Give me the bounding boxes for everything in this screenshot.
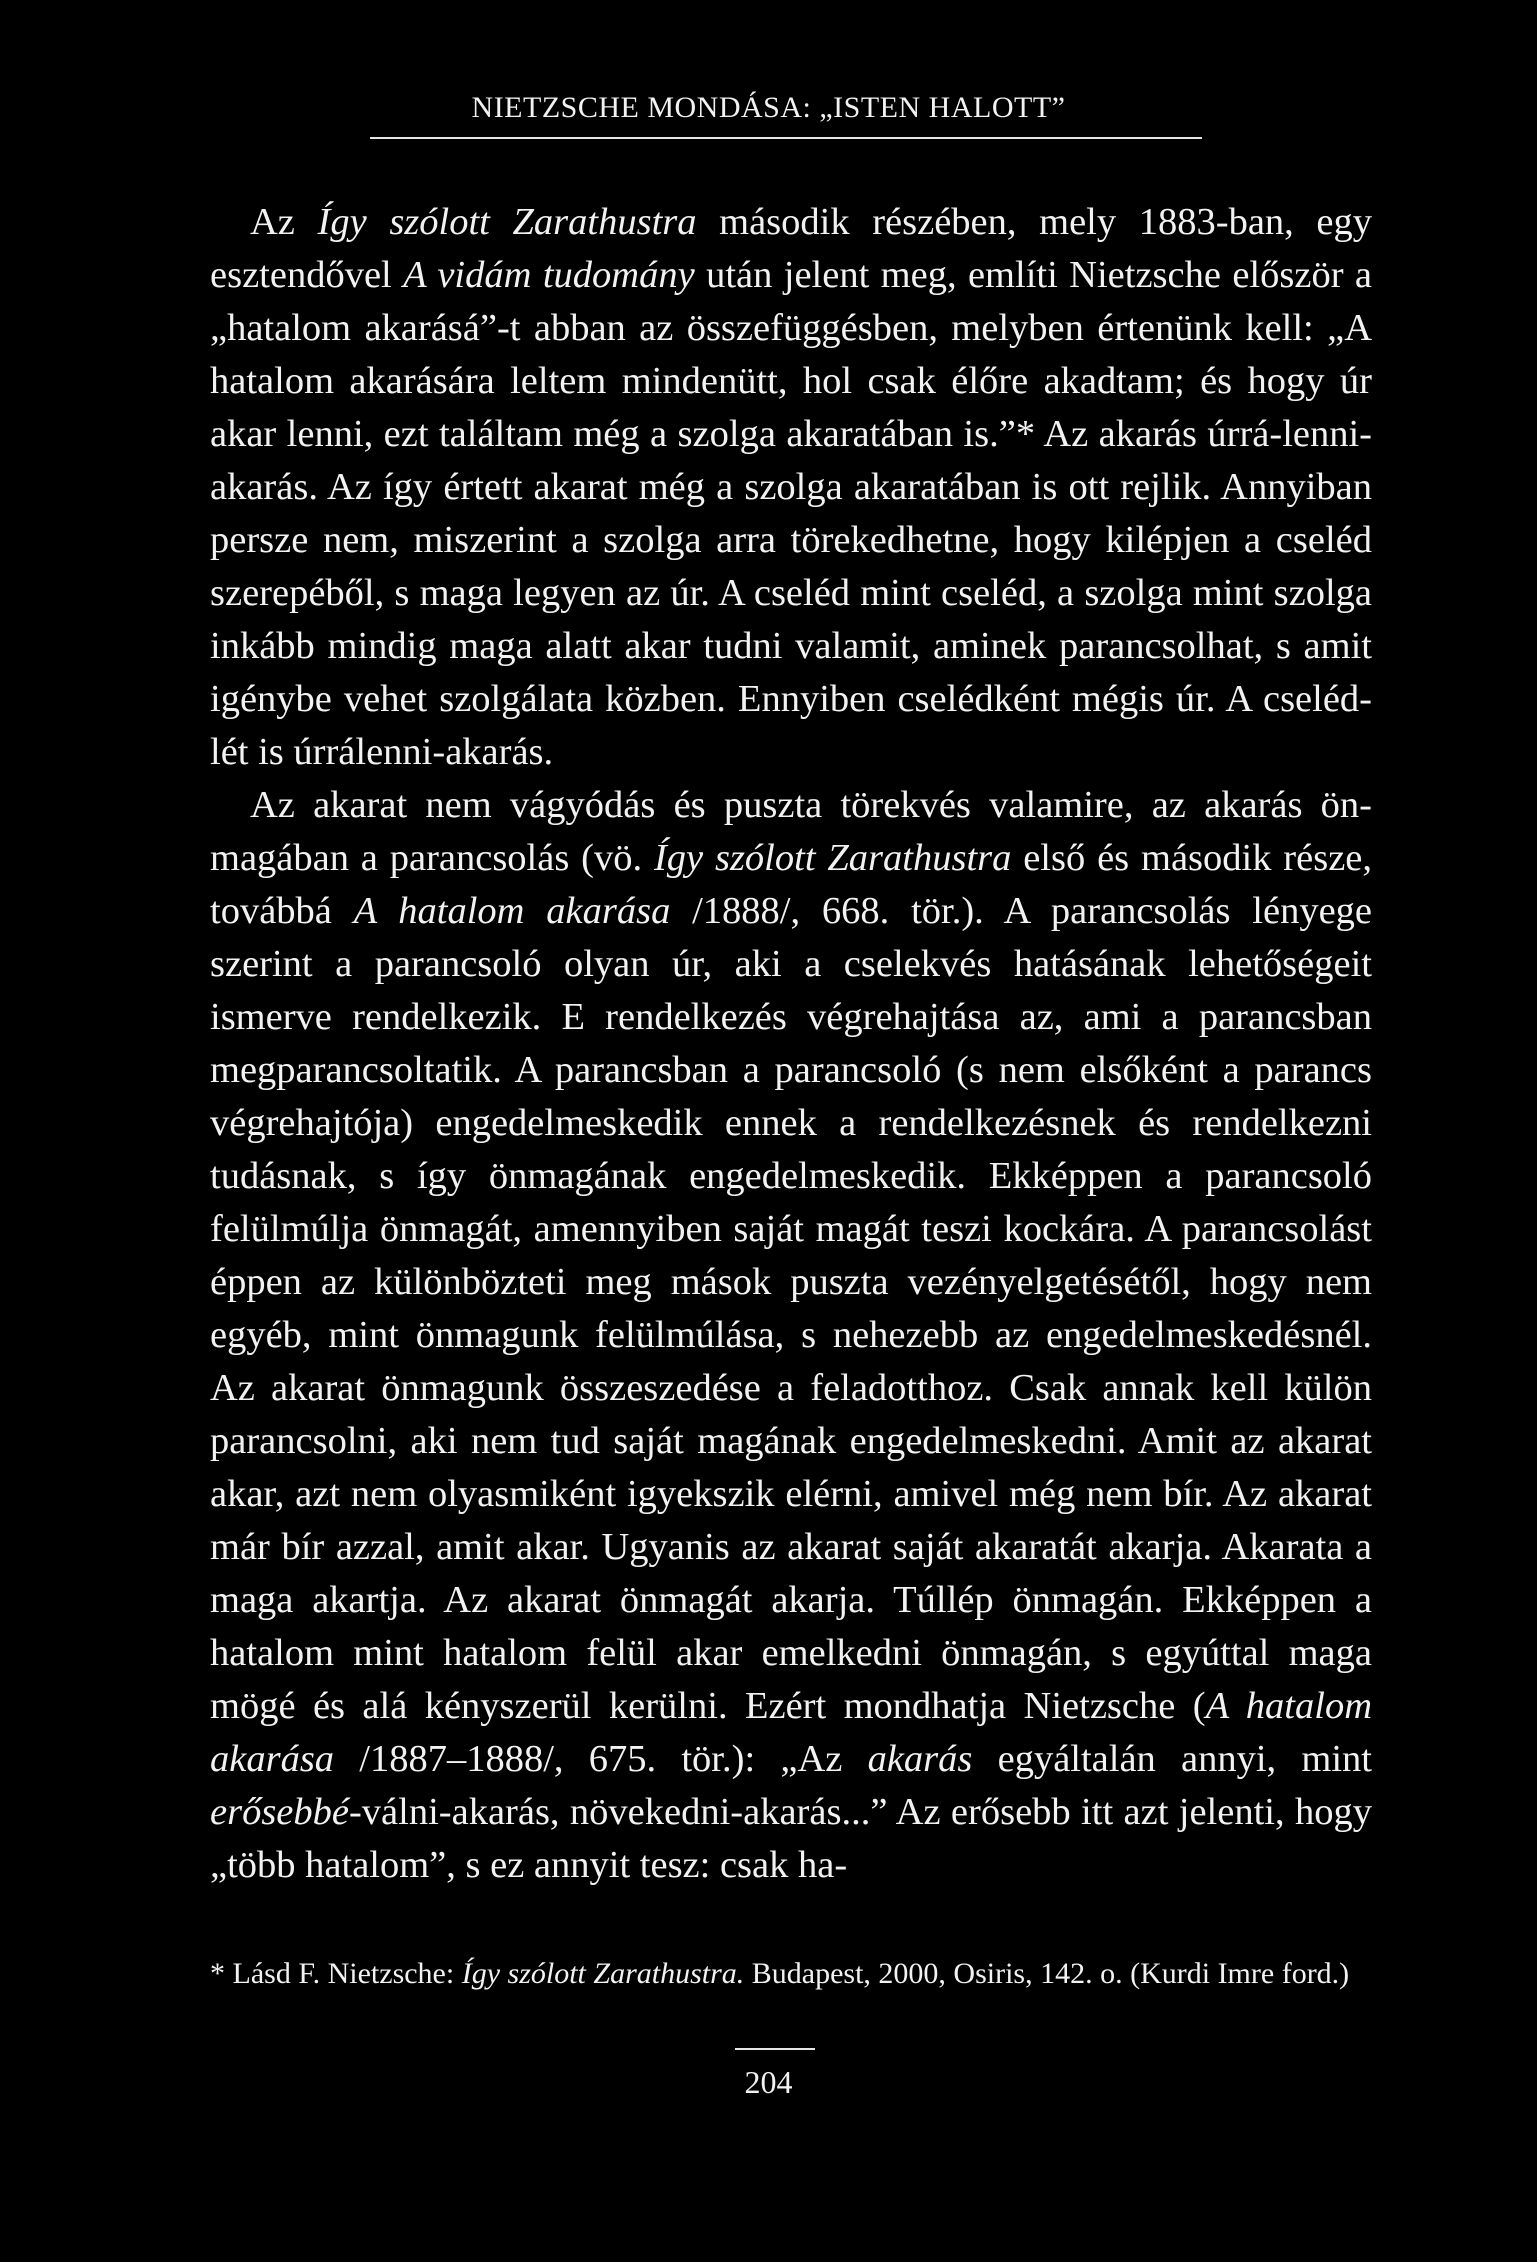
text-run: /1887–1888/, 675. tör.): „Az [334,1738,868,1780]
italic-title: A vidám tudomány [403,254,695,296]
page-number: 204 [744,2064,793,2100]
footnote [210,1954,1372,1994]
paragraph [210,779,1372,1892]
text-run: egyáltalán annyi, mint [972,1738,1372,1780]
footnote-title: Így szólott Zarathustra. [461,1957,745,1990]
running-head: NIETZSCHE MONDÁSA: „ISTEN HALOTT” [471,91,1066,124]
text-run: Az akarat nem vágyódás és puszta törekvés valamire, az akarás önmagában a parancsolás (vö. [210,784,1372,879]
italic-title: Így szólott Zarathustra [317,201,697,243]
body-text [210,196,1372,1892]
italic-emphasis: erősebbé [210,1791,349,1833]
footnote-text: * Lásd F. Nietzsche: [210,1957,462,1990]
italic-title: A hatalom akarása [210,1685,1372,1780]
text-run: után jelent meg, említi Nietzsche először a „hatalom akarásá”-t abban az összefüggésben, melyben értenünk kell: „A hatalom akarására leltem mindenütt, hol csak élőre akadtam; és hogy úr akar lenni, ezt találtam még a szolga akaratában is.”* Az akarás úrrá-lenni-akarás. Az így értett akarat még a szolga akaratában is ott rejlik. Annyiban persze nem, miszerint a szolga arra törekedhetne, hogy kilépjen a cseléd szerepéből, s maga legyen az úr. A cseléd mint cseléd, a szolga mint szolga inkább mindig maga alatt akar tudni valamit, aminek parancsolhat, s amit igénybe vehet szolgálata közben. Ennyiben cselédként mégis úr. A cseléd-lét is úrrálenni-akarás. [210,254,1373,773]
paragraph [210,196,1372,779]
header-rule [370,137,1202,139]
text-run: Az [250,201,318,243]
text-run: /1888/, 668. tör.). A parancsolás lényege szerint a parancsoló olyan úr, aki a cselekvés hatásának lehetőségeit ismerve rendelkezik. E rendelkezés végrehajtása az, ami a parancsban megparancsoltatik. A parancsban a parancsoló (s nem elsőként a parancs végrehajtója) engedelmeskedik ennek a rendelkezésnek és rendelkezni tudásnak, s így önmagának engedelmeskedik. Ekképpen a parancsoló felülmúlja önmagát, amennyiben saját magát teszi kockára. A parancsolást éppen az különbözteti meg mások puszta vezényelgetésétől, hogy nem egyéb, mint önmagunk felülmúlása, s nehezebb az engedelmeskedésnél. Az akarat önmagunk összeszedése a feladotthoz. Csak annak kell külön parancsolni, aki nem tud saját magának engedelmeskedni. Amit az akarat akar, azt nem olyasmiként igyekszik elérni, amivel még nem bír. Az akarat már bír azzal, amit akar. Ugyanis az akarat saját akaratát akarja. Akarata a maga akartja. Az akarat önmagát akarja. Túllép önmagán. Ekképpen a hatalom mint hatalom felül akar emelkedni önmagán, s egyúttal maga mögé és alá kényszerül kerülni. Ezért mondhatja Nietzsche ( [210,890,1373,1727]
text-run: -válni-akarás, növekedni-akarás...” Az erősebb itt azt jelenti, hogy „több hatalom”, s ez annyit tesz: csak ha- [210,1791,1372,1886]
text-run: második részében, mely 1883-ban, egy esztendővel [210,201,1372,296]
footnote-text: Budapest, 2000, Osiris, 142. o. (Kurdi Imre ford.) [744,1957,1350,1990]
italic-title: A hatalom akarása [353,890,671,932]
italic-title: Így szólott Zarathustra [653,837,1012,879]
text-run: első és második része, továbbá [210,837,1372,932]
page-number-rule [735,2048,815,2050]
italic-emphasis: akarás [867,1738,973,1780]
